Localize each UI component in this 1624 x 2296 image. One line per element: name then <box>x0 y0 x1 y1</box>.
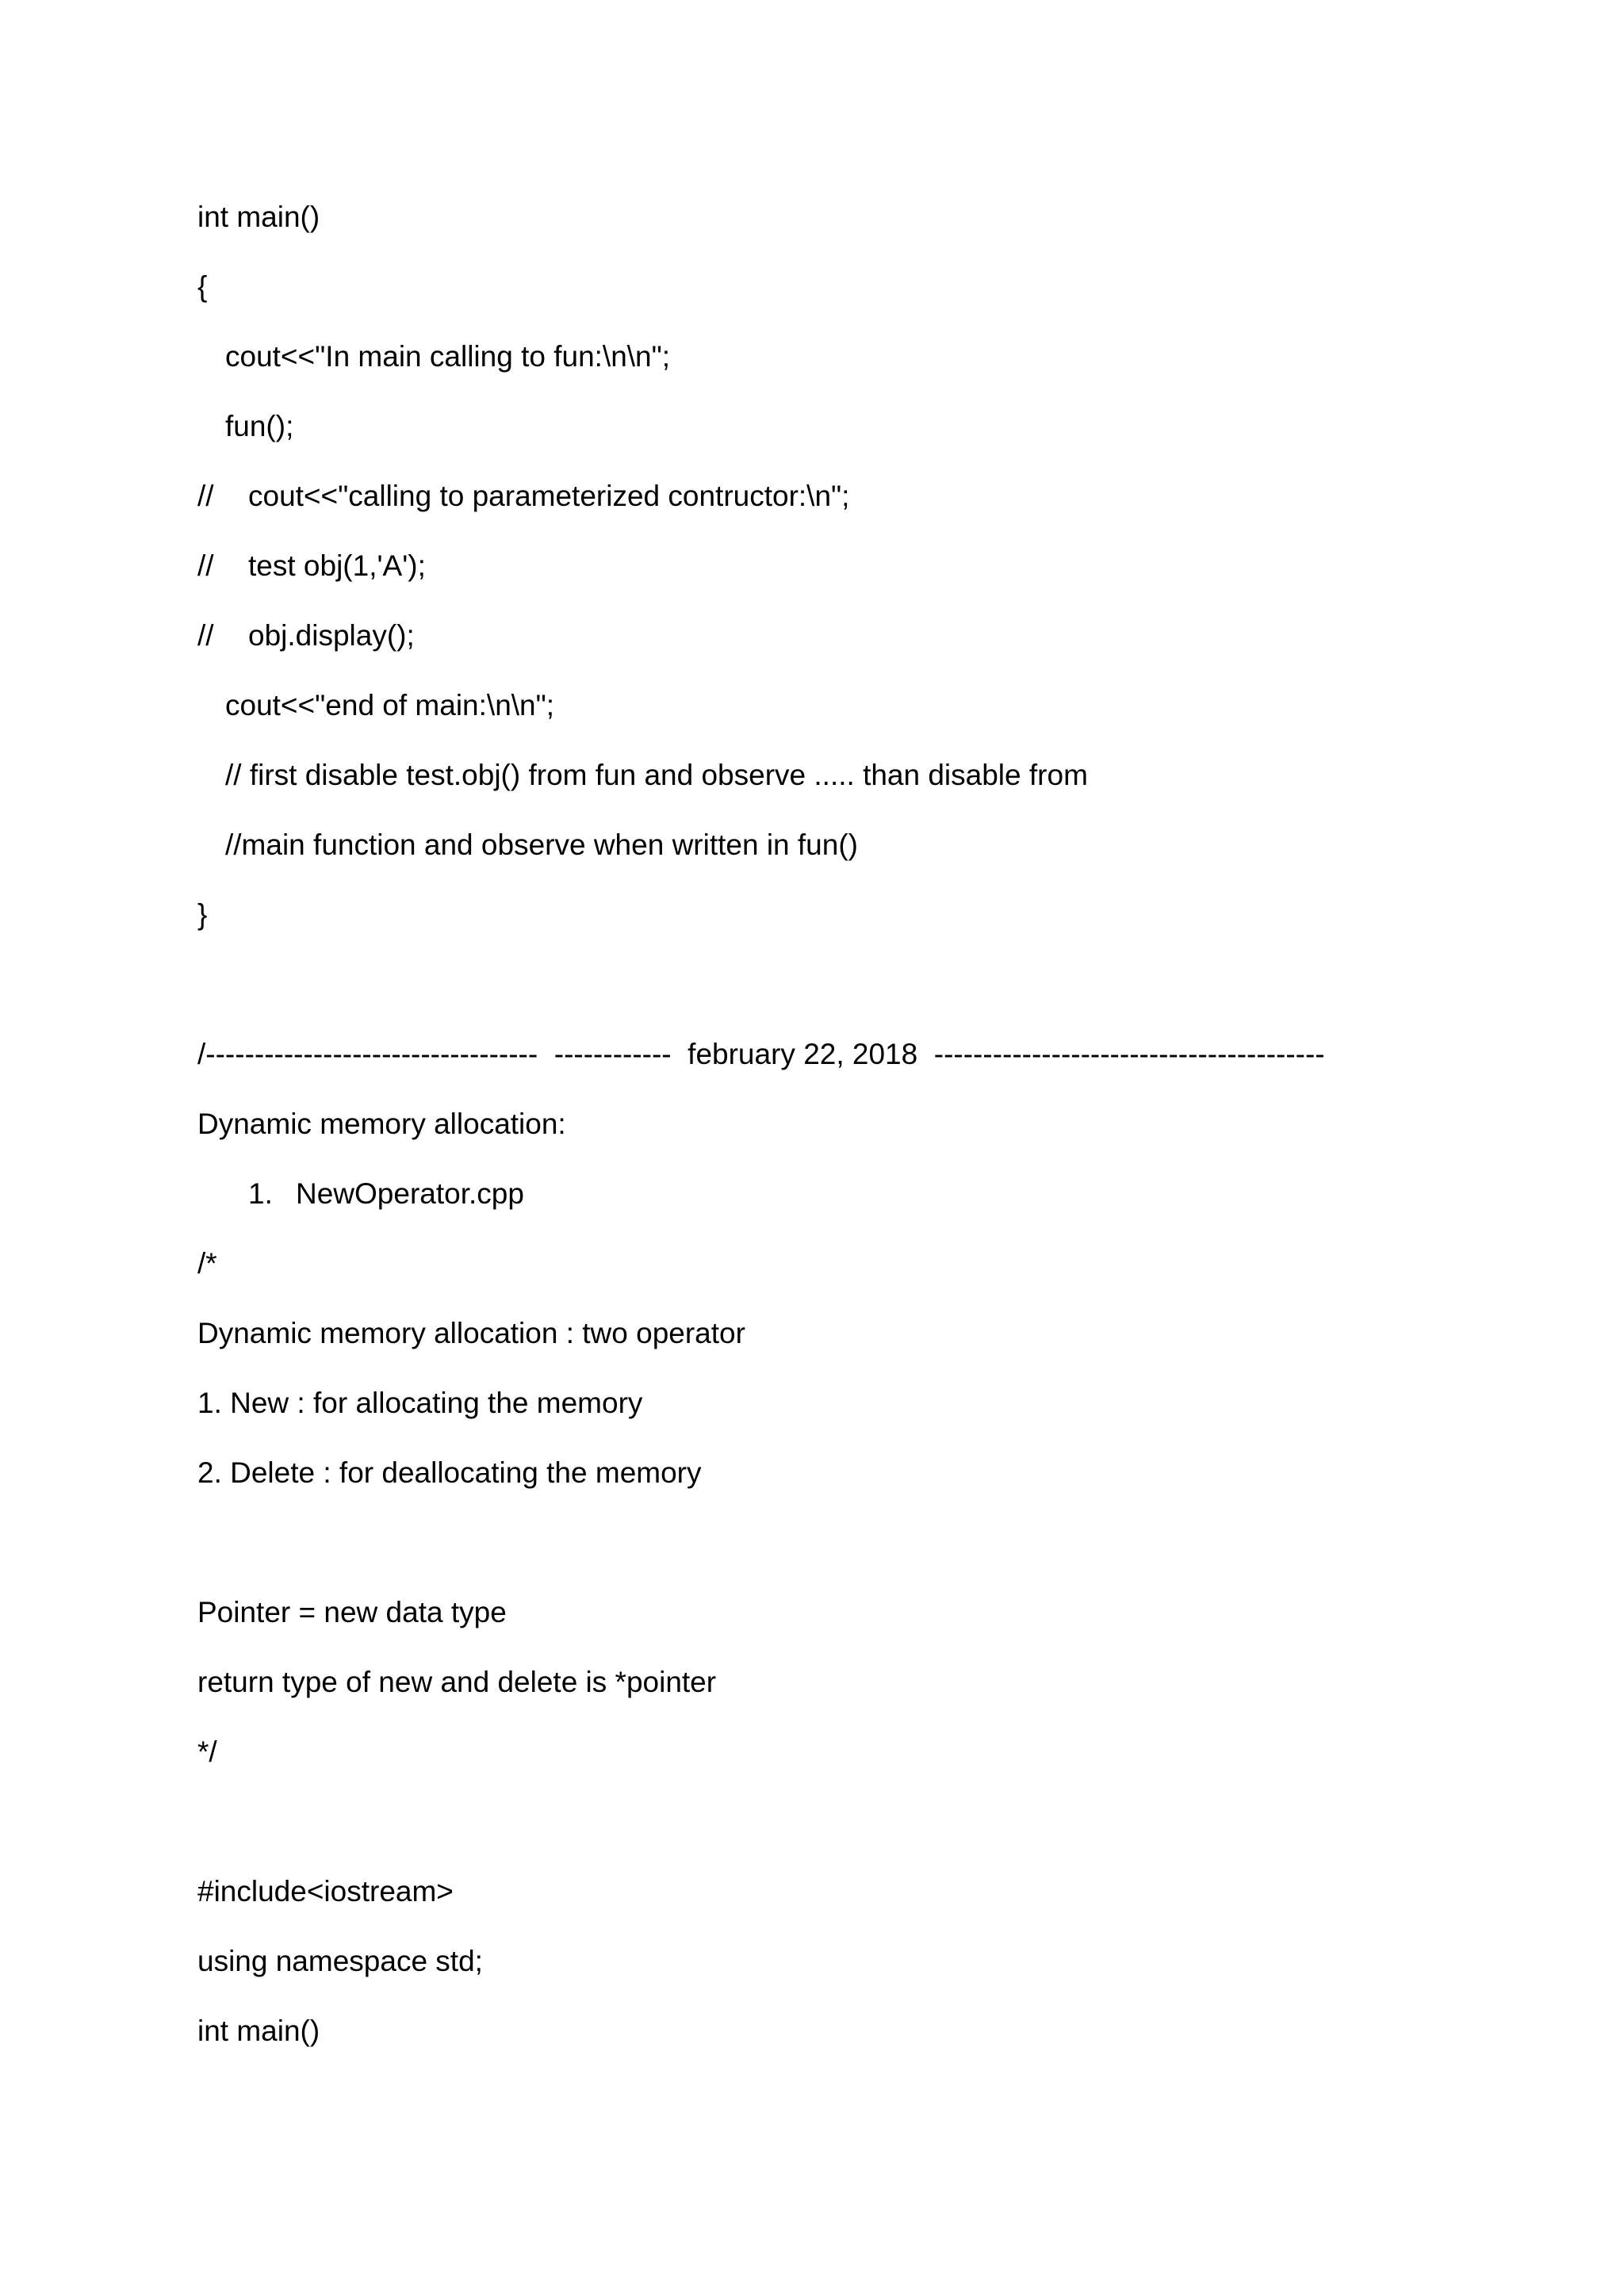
comment-marker: // <box>197 619 214 652</box>
comment-marker: // <box>197 549 214 582</box>
commented-display-call: obj.display(); <box>248 619 415 652</box>
note-line-return-type: return type of new and delete is *pointer <box>197 1666 717 1698</box>
commented-cout-constructor: cout<<"calling to parameterized contructor:\n"; <box>248 480 850 512</box>
note-line-new: 1. New : for allocating the memory <box>197 1387 643 1419</box>
code-line-include: #include<iostream> <box>197 1875 454 1908</box>
code-line-namespace: using namespace std; <box>197 1945 483 1977</box>
commented-test-object: test obj(1,'A'); <box>248 549 426 582</box>
code-line-close-brace: } <box>197 898 208 931</box>
code-line-fun-call: fun(); <box>225 410 294 442</box>
block-comment-open: /* <box>197 1247 217 1280</box>
code-line-main-signature: int main() <box>197 201 320 233</box>
block-comment-close: */ <box>197 1735 217 1768</box>
code-line-main-signature-2: int main() <box>197 2015 320 2047</box>
date-separator: /---------------------------------- ------------ february 22, 2018 ---------------------------------------- <box>197 1038 1325 1070</box>
code-line-cout-end: cout<<"end of main:\n\n"; <box>225 689 555 721</box>
code-comment-observe-fun: // first disable test.obj() from fun and observe ..... than disable from <box>225 759 1088 791</box>
note-line-operators: Dynamic memory allocation : two operator <box>197 1317 745 1349</box>
code-line-open-brace: { <box>197 270 208 303</box>
list-item-file: NewOperator.cpp <box>296 1177 524 1210</box>
list-number: 1. <box>248 1177 273 1210</box>
note-line-delete: 2. Delete : for deallocating the memory <box>197 1456 702 1489</box>
section-heading: Dynamic memory allocation: <box>197 1108 566 1140</box>
code-comment-observe-main: //main function and observe when written in fun() <box>225 828 858 861</box>
note-line-pointer: Pointer = new data type <box>197 1596 507 1628</box>
comment-marker: // <box>197 480 214 512</box>
code-line-cout-main: cout<<"In main calling to fun:\n\n"; <box>225 340 671 373</box>
